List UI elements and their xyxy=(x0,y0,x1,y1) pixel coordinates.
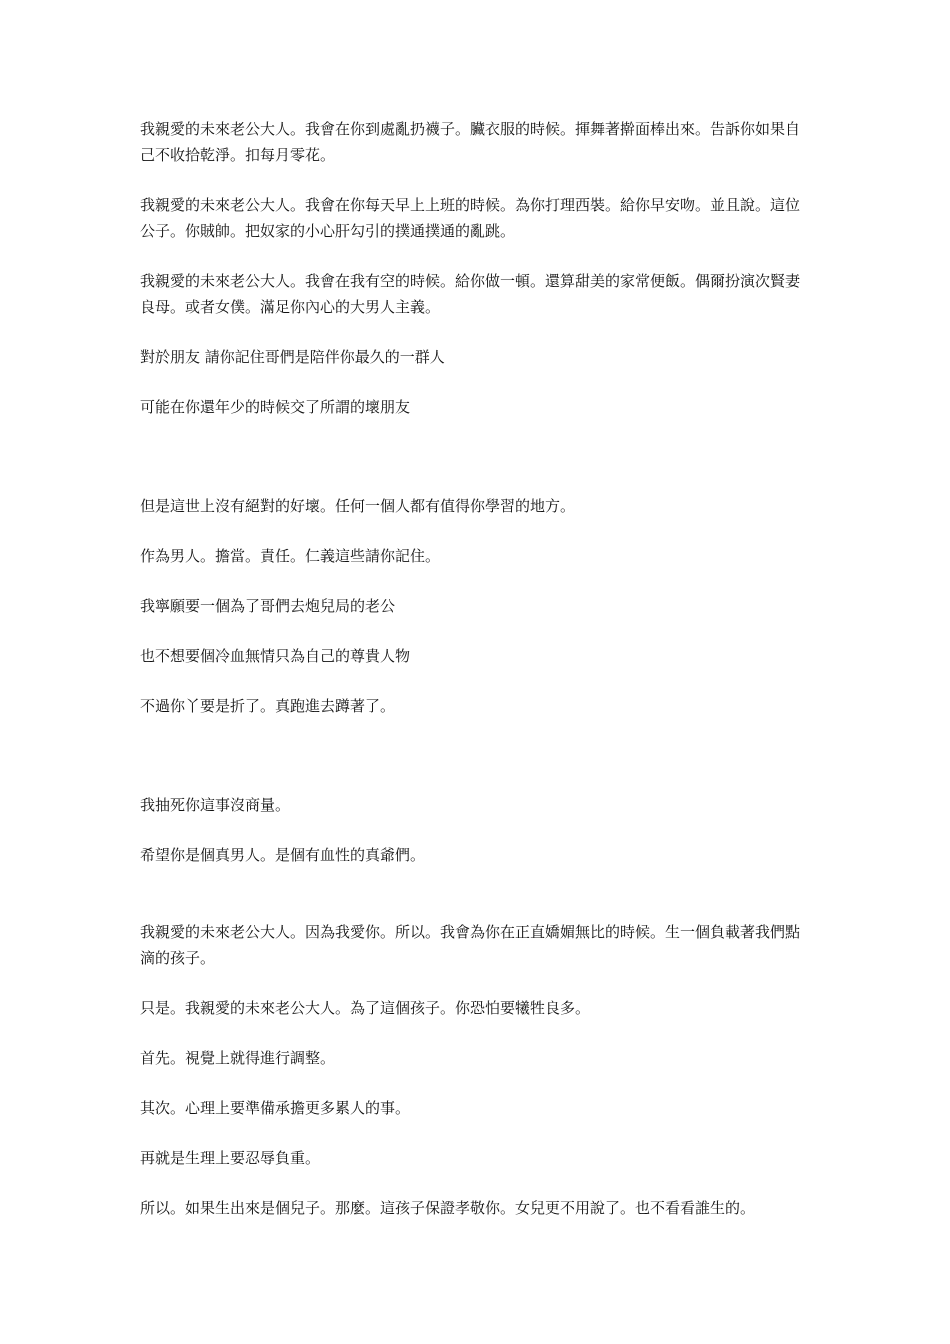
paragraph-2: 我親愛的未來老公大人。我會在你每天早上上班的時候。為你打理西裝。給你早安吻。並且說。這位公子。你賊帥。把奴家的小心肝勾引的撲通撲通的亂跳。 xyxy=(140,196,801,240)
paragraph-18: 所以。如果生出來是個兒子。那麼。這孩子保證孝敬你。女兒更不用說了。也不看看誰生的。 xyxy=(140,1199,756,1217)
paragraph-11: 我抽死你這事沒商量。 xyxy=(140,796,291,814)
document-body xyxy=(140,116,812,1221)
paragraph-13: 我親愛的未來老公大人。因為我愛你。所以。我會為你在正直嬌媚無比的時候。生一個負載著我們點滴的孩子。 xyxy=(140,923,801,967)
paragraph-6: 但是這世上沒有絕對的好壞。任何一個人都有值得你學習的地方。 xyxy=(140,497,576,515)
paragraph-10: 不過你丫要是折了。真跑進去蹲著了。 xyxy=(140,697,396,715)
paragraph-5: 可能在你還年少的時候交了所謂的壞朋友 xyxy=(140,398,411,416)
paragraph-7: 作為男人。擔當。責任。仁義這些請你記住。 xyxy=(140,547,441,565)
paragraph-14: 只是。我親愛的未來老公大人。為了這個孩子。你恐怕要犧牲良多。 xyxy=(140,999,591,1017)
paragraph-17: 再就是生理上要忍辱負重。 xyxy=(140,1149,321,1167)
paragraph-3: 我親愛的未來老公大人。我會在我有空的時候。給你做一頓。還算甜美的家常便飯。偶爾扮演次賢妻良母。或者女僕。滿足你內心的大男人主義。 xyxy=(140,272,801,316)
paragraph-8: 我寧願要一個為了哥們去炮兒局的老公 xyxy=(140,597,396,615)
paragraph-1: 我親愛的未來老公大人。我會在你到處亂扔襪子。臟衣服的時候。揮舞著擀面棒出來。告訴你如果自己不收拾乾淨。扣每月零花。 xyxy=(140,120,801,164)
paragraph-4: 對於朋友 請你記住哥們是陪伴你最久的一群人 xyxy=(140,348,445,366)
paragraph-16: 其次。心理上要準備承擔更多累人的事。 xyxy=(140,1099,411,1117)
paragraph-9: 也不想要個冷血無情只為自己的尊貴人物 xyxy=(140,647,411,665)
paragraph-12: 希望你是個真男人。是個有血性的真爺們。 xyxy=(140,846,426,864)
paragraph-15: 首先。視覺上就得進行調整。 xyxy=(140,1049,336,1067)
